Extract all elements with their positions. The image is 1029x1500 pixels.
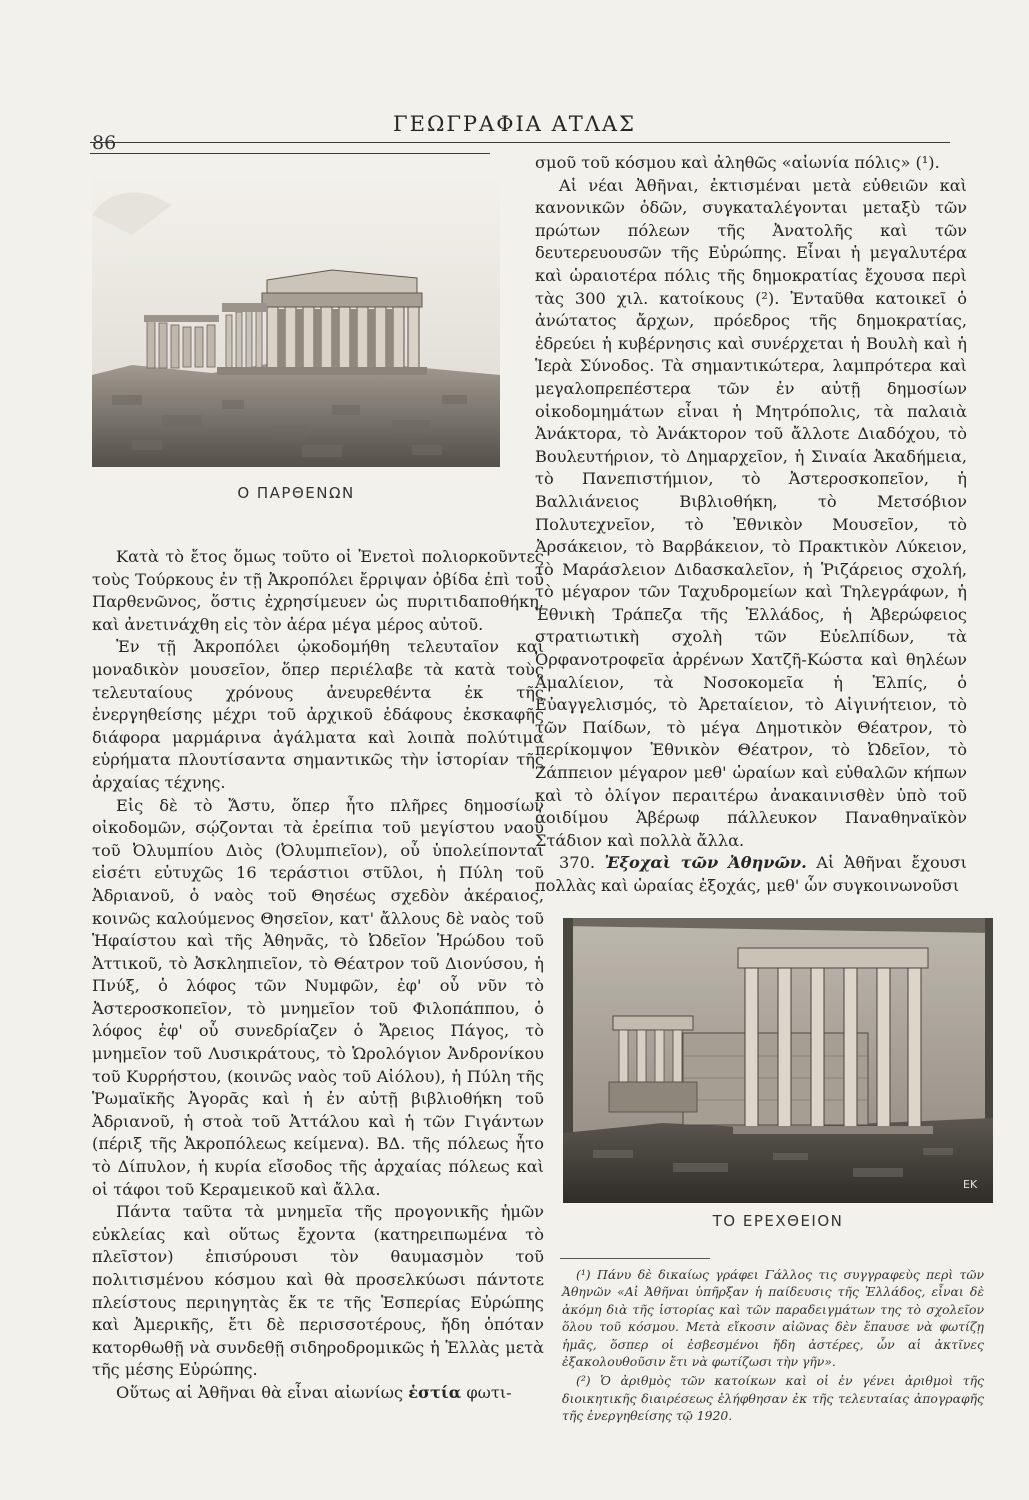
- right-paragraph-1: σμοῦ τοῦ κόσμου καὶ ἀληθῶς «αἰωνία πόλις» (¹).: [535, 153, 940, 172]
- header-rule-left: [90, 153, 490, 154]
- section-title: Ἐξοχαὶ τῶν Ἀθηνῶν.: [604, 853, 807, 873]
- parthenon-caption: Ο ΠΑΡΘΕΝΩΝ: [237, 484, 355, 502]
- footnote-1: (¹) Πάνυ δὲ δικαίως γράφει Γάλλος τις συγγραφεὺς περὶ τῶν Ἀθηνῶν «Αἱ Ἀθῆναι ὑπῆρξαν ἡ παίδευσις τῆς Ἑλλάδος, εἶναι δὲ ἀκόμη διὰ τῆς ἱστορίας καὶ τῶν παραδειγμάτων της τὸ σχολεῖον ὅλου τοῦ κόσμου. Μετὰ εἴκοσιν αἰῶνας δὲν ἔπαυσε νὰ φωτίζῃ ἡμᾶς, ὅσπερ οἱ ἐσβεσμένοι ἤδη ἀστέρες, ὧν αἱ ἀκτῖνες ἐξακολουθοῦσιν ἔτι νὰ φωτίζωσι τὴν γῆν».: [562, 1267, 984, 1370]
- running-head: ΓΕΩΓΡΑΦΙΑ ΑΤΛΑΣ: [393, 112, 636, 136]
- left-column: [92, 546, 544, 1405]
- right-column: [535, 152, 967, 898]
- parthenon-illustration: [92, 175, 500, 467]
- left-paragraph-5: [92, 1382, 544, 1405]
- footnotes: [562, 1266, 984, 1427]
- erechtheion-photo: [563, 918, 993, 1203]
- page-number: 86: [92, 132, 117, 154]
- section-370: [535, 852, 967, 897]
- parthenon-photo: [92, 175, 500, 467]
- footnote-rule: [560, 1258, 710, 1259]
- left-paragraph-1: Κατὰ τὸ ἔτος ὅμως τοῦτο οἱ Ἑνετοὶ πολιορκοῦντες τοὺς Τούρκους ἐν τῇ Ἀκροπόλει ἔρριψαν ὀβίδα ἐπὶ τοῦ Παρθενῶνος, ὅστις ἐχρησίμευεν ὡς πυριτιδαποθήκη, καὶ ἀνετινάχθη εἰς τὸν ἀέρα μέγα μέρος αὐτοῦ.: [92, 547, 544, 634]
- right-paragraph-2: Αἱ νέαι Ἀθῆναι, ἐκτισμέναι μετὰ εὐθειῶν καὶ κανονικῶν ὁδῶν, συγκαταλέγονται μεταξὺ τῶν πρώτων πόλεων τῆς Ἀνατολῆς καὶ τῶν δευτερευουσῶν τῆς Εὐρώπης. Εἶναι ἡ μεγαλυτέρα καὶ ὡραιοτέρα πόλις τῆς δημοκρατίας ἔχουσα περὶ τὰς 300 χιλ. κατοίκους (²). Ἐνταῦθα κατοικεῖ ὁ ἀνώτατος ἄρχων, πρόεδρος τῆς δημοκρατίας, ἑδρεύει ἡ κυβέρνησις καὶ συνέρχεται ἡ Βουλὴ καὶ ἡ Ἱερὰ Σύνοδος. Τὰ σημαντικώτερα, λαμπρότερα καὶ μεγαλοπρεπέστερα τῶν ἐν αὐτῇ δημοσίων οἰκοδομημάτων εἶναι ἡ Μητρόπολις, τὰ παλαιὰ Ἀνάκτορα, τὸ Ἀνάκτορον τοῦ ἄλλοτε Διαδόχου, τὸ Βουλευτήριον, τὸ Δημαρχεῖον, ἡ Σιναία Ἀκαδήμεια, τὸ Πανεπιστήμιον, τὸ Ἀστεροσκοπεῖον, ἡ Βαλλιάνειος Βιβλιοθήκη, τὸ Μετσόβιον Πολυτεχνεῖον, τὸ Ἐθνικὸν Μουσεῖον, τὸ Ἀρσάκειον, τὸ Βαρβάκειον, τὸ Πρακτικὸν Λύκειον, τὸ Μαράσλειον Διδασκαλεῖον, ἡ Ῥιζάρειος σχολή, τὸ μέγαρον τῶν Ταχυδρομείων καὶ Τηλεγράφων, ἡ Ἐθνικὴ Τράπεζα τῆς Ἑλλάδος, ἡ Ἀβερώφειος στρατιωτικὴ σχολὴ τῶν Εὐελπίδων, τὰ Ὀρφανοτροφεῖα ἀρρένων Χατζῆ-Κώστα καὶ θηλέων Ἀμαλίειον, τὰ Νοσοκομεῖα ἡ Ἐλπίς, ὁ Εὐαγγελισμός, τὸ Ἀρεταίειον, τὸ Αἰγινήτειον, τὸ τῶν Παίδων, τὸ μέγα Δημοτικὸν Θέατρον, τὸ περίκομψον Ἐθνικὸν Θέατρον, τὸ Ὠδεῖον, τὸ Ζάππειον μέγαρον μεθ' ὡραίων καὶ εὐθαλῶν κήπων καὶ τὸ ὀλίγον περαιτέρω ἀνακαινισθὲν ὑπὸ τοῦ ἀοιδίμου Ἀβέρωφ πάλλευκον Παναθηναϊκὸν Στάδιον καὶ πολλὰ ἄλλα.: [535, 175, 967, 850]
- header-rule: [90, 142, 950, 143]
- left-paragraph-4: Πάντα ταῦτα τὰ μνημεῖα τῆς προγονικῆς ἡμῶν εὐκλείας καὶ οὕτως ἔχοντα (κατηρειπωμένα τὸ πλεῖστον) ἐπισύρουσι τὸν θαυμασμὸν τοῦ πολιτισμένου κόσμου καὶ θὰ προσελκύωσι πάντοτε πλείστους περιηγητὰς ἔκ τε τῆς Ἑσπερίας Εὐρώπης καὶ Ἀμερικῆς, ἔτι δὲ περισσοτέρους, ἤδη ὁπόταν κατορθωθῇ νὰ συνδεθῇ σιδηροδρομικῶς ἡ Ἑλλὰς μετὰ τῆς μέσης Εὐρώπης.: [92, 1202, 544, 1380]
- left-paragraph-5-start: Οὕτως αἱ Ἀθῆναι θὰ εἶναι αἰωνίως: [116, 1382, 404, 1402]
- erechtheion-caption: ΤΟ ΕΡΕΧΘΕΙΟΝ: [712, 1212, 844, 1230]
- erechtheion-illustration: [563, 918, 993, 1203]
- footnote-2: (²) Ὁ ἀριθμὸς τῶν κατοίκων καὶ οἱ ἐν γένει ἀριθμοὶ τῆς διοικητικῆς διαιρέσεως ἐλήφθησαν ἐκ τῆς τελευταίας ἀπογραφῆς τῆς ἐνεργηθείσης τῷ 1920.: [562, 1373, 984, 1424]
- erechtheion-mark: ΕΚ: [963, 1178, 978, 1191]
- left-paragraph-2: Ἐν τῇ Ἀκροπόλει ᾠκοδομήθη τελευταῖον καὶ μοναδικὸν μουσεῖον, ὅπερ περιέλαβε τὰ κατὰ τοὺς τελευταίους χρόνους ἀνευρεθέντα ἐκ τῆς ἐνεργηθείσης μέχρι τοῦ ἀρχικοῦ ἐδάφους ἐκσκαφῆς διάφορα μαρμάρινα ἀγάλματα καὶ λοιπὰ πολύτιμα εὑρήματα πλουτίσαντα σημαντικῶς τὴν ἱστορίαν τῆς ἀρχαίας τέχνης.: [92, 637, 544, 792]
- section-text: Αἱ Ἀθῆναι ἔχουσι πολλὰς καὶ ὡραίας ἐξοχάς, μεθ' ὧν συγκοινωνοῦσι: [535, 853, 968, 895]
- left-paragraph-5-end: φωτι-: [466, 1382, 512, 1402]
- section-number: 370.: [559, 853, 596, 873]
- left-paragraph-3: Εἰς δὲ τὸ Ἄστυ, ὅπερ ἦτο πλῆρες δημοσίων οἰκοδομῶν, σῴζονται τὰ ἐρείπια τοῦ μεγίστου ναοῦ τοῦ Ὀλυμπίου Διὸς (Ὀλυμπιεῖον), οὗ ὑπολείπονται εἰσέτι εὐτυχῶς 16 τεράστιοι στῦλοι, ἡ Πύλη τοῦ Ἀδριανοῦ, ὁ ναὸς τοῦ Θησέως σχεδὸν ἀκέραιος, κοινῶς καλούμενος Θησεῖον, κατ' ἄλλους δὲ ναὸς τοῦ Ἡφαίστου καὶ τῆς Ἀθηνᾶς, τὸ Ὠδεῖον Ἡρώδου τοῦ Ἀττικοῦ, τὸ Ἀσκληπιεῖον, τὸ Θέατρον τοῦ Διονύσου, ἡ Πνύξ, ὁ λόφος τῶν Νυμφῶν, ἐφ' οὗ νῦν τὸ Ἀστεροσκοπεῖον, τὸ μνημεῖον τοῦ Φιλοπάππου, ὁ λόφος ἐφ' οὗ συνεδρίαζεν ὁ Ἄρειος Πάγος, τὸ μνημεῖον τοῦ Λυσικράτους, τὸ Ὡρολόγιον Ἀνδρονίκου τοῦ Κυρρήστου, (κοινῶς ναὸς τοῦ Αἰόλου), ἡ Πύλη τῆς Ῥωμαϊκῆς Ἀγορᾶς καὶ ἡ ἐν αὐτῇ βιβλιοθήκη τοῦ Ἀδριανοῦ, ἡ στοὰ τοῦ Ἀττάλου καὶ ἡ τῶν Γιγάντων (πέριξ τῆς Ἀκροπόλεως κείμενα). ΒΔ. τῆς πόλεως ἦτο τὸ Δίπυλον, ἡ κυρία εἴσοδος τῆς ἀρχαίας πόλεως καὶ οἱ τάφοι τοῦ Κεραμεικοῦ καὶ ἄλλα.: [92, 795, 544, 1199]
- left-paragraph-5-bold: ἑστία: [408, 1382, 462, 1402]
